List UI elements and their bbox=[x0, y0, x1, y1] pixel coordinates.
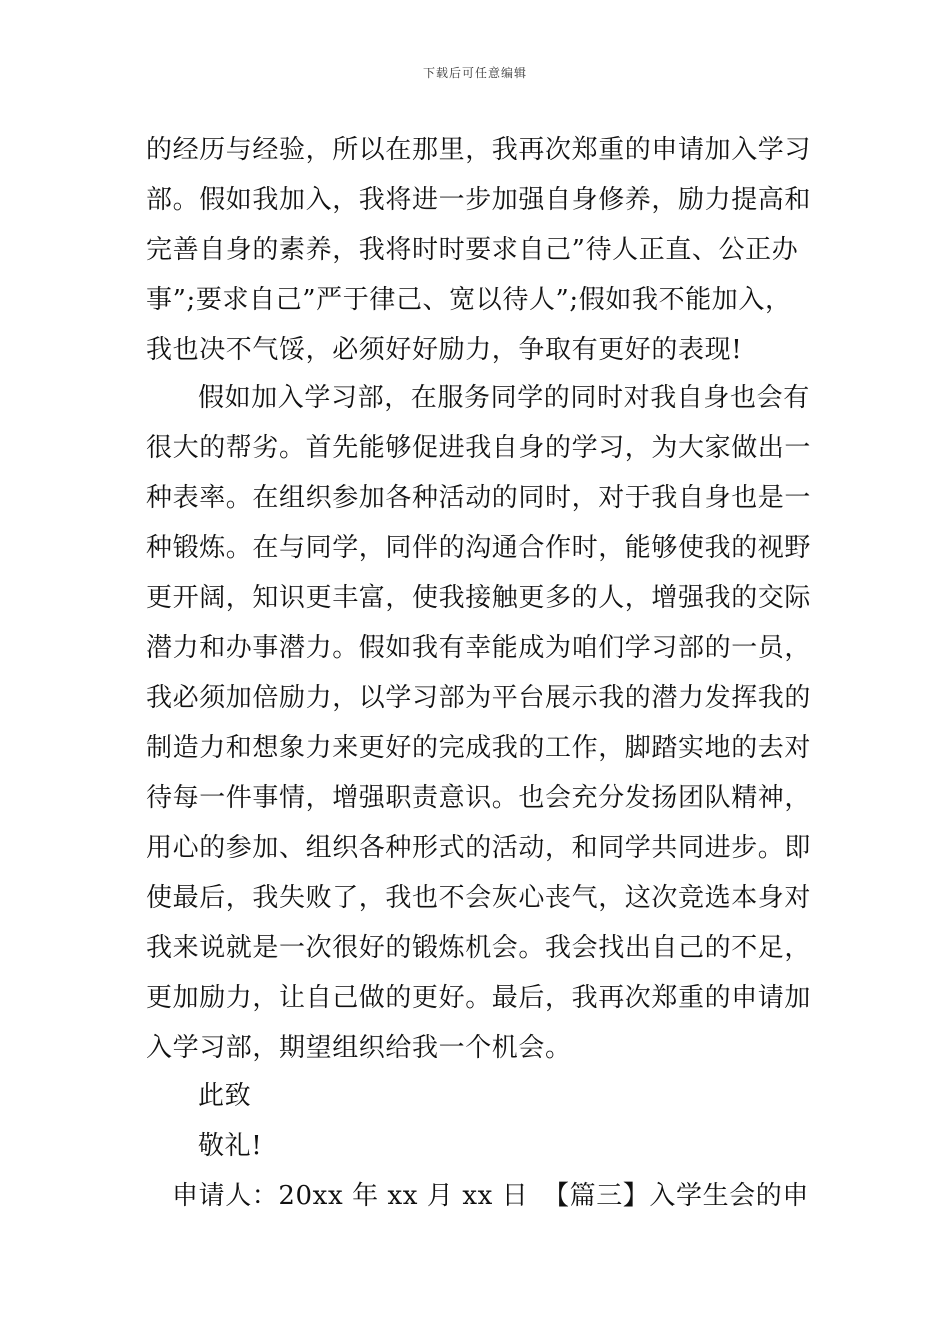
body-line: 使最后，我失败了，我也不会灰心丧气，这次竞选本身对 bbox=[146, 883, 812, 913]
body-line: 事”;要求自己”严于律己、宽以待人”;假如我不能加入， bbox=[146, 285, 792, 315]
body-line: 制造力和想象力来更好的完成我的工作，脚踏实地的去对 bbox=[146, 733, 812, 763]
body-line: 很大的帮劣。首先能够促进我自身的学习，为大家做出一 bbox=[146, 433, 812, 463]
closing-regards: 敬礼! bbox=[198, 1131, 263, 1161]
closing-salutation: 此致 bbox=[198, 1081, 252, 1111]
body-line: 更加励力，让自己做的更好。最后，我再次郑重的申请加 bbox=[146, 983, 812, 1013]
next-section-title: 【篇三】入学生会的申 bbox=[543, 1181, 810, 1211]
page-header: 下载后可任意编辑 bbox=[422, 66, 527, 80]
body-line: 我必须加倍励力，以学习部为平台展示我的潜力发挥我的 bbox=[146, 683, 812, 713]
body-line: 待每一件事情，增强职责意识。也会充分发扬团队精神， bbox=[146, 783, 812, 813]
body-line: 用心的参加、组织各种形式的活动，和同学共同进步。即 bbox=[146, 833, 812, 863]
body-line: 潜力和办事潜力。假如我有幸能成为咱们学习部的一员， bbox=[146, 633, 812, 663]
body-line: 我也决不气馁，必须好好励力，争取有更好的表现! bbox=[146, 335, 743, 365]
body-line: 的经历与经验，所以在那里，我再次郑重的申请加入学习 bbox=[146, 135, 812, 165]
body-line: 部。假如我加入，我将进一步加强自身修养，励力提高和 bbox=[146, 185, 812, 215]
body-line: 我来说就是一次很好的锻炼机会。我会找出自己的不足， bbox=[146, 933, 812, 963]
applicant-date: 申请人：20xx 年 xx 月 xx 日 bbox=[172, 1181, 529, 1211]
body-line: 更开阔，知识更丰富，使我接触更多的人，增强我的交际 bbox=[146, 583, 812, 613]
body-line: 入学习部，期望组织给我一个机会。 bbox=[146, 1033, 572, 1063]
body-line: 种表率。在组织参加各种活动的同时，对于我自身也是一 bbox=[146, 483, 812, 513]
body-line: 完善自身的素养，我将时时要求自己”待人正直、公正办 bbox=[146, 235, 799, 265]
body-line: 假如加入学习部，在服务同学的同时对我自身也会有 bbox=[198, 383, 810, 413]
body-line: 种锻炼。在与同学，同伴的沟通合作时，能够使我的视野 bbox=[146, 533, 812, 563]
